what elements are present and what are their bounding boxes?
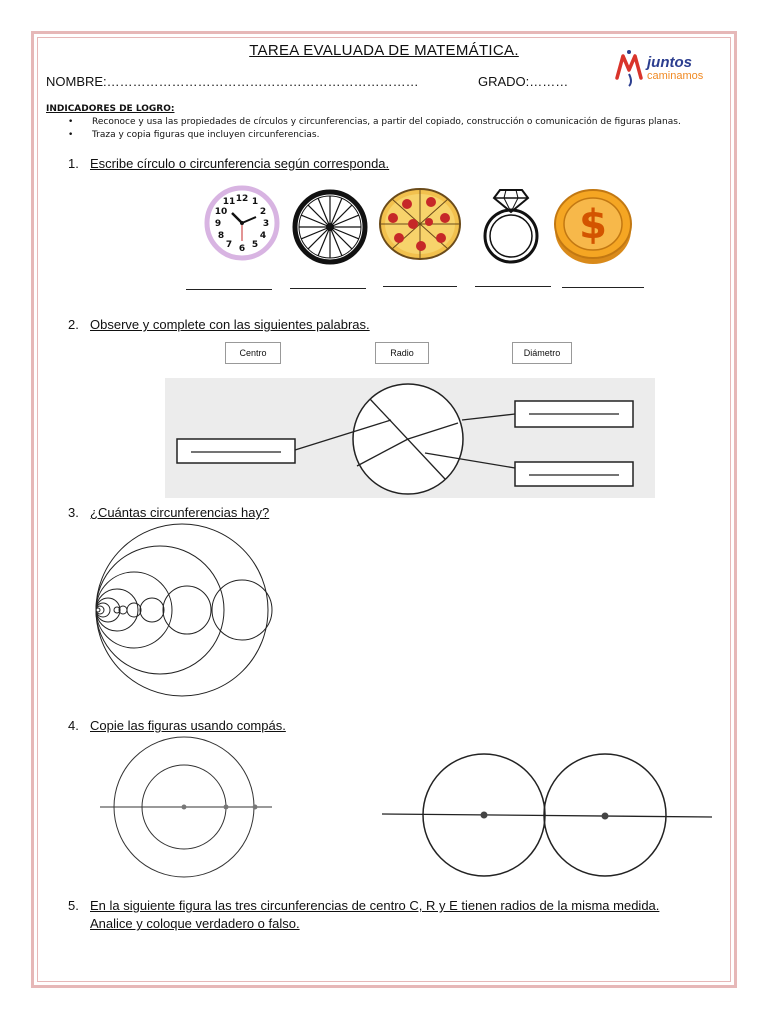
- indicator-item: • Reconoce y usa las propiedades de círculos y circunferencias, a partir del copiado, construcción o comunicación de figuras planas.: [68, 116, 681, 129]
- answer-line[interactable]: [475, 286, 551, 287]
- question-text: Escribe círculo o circunferencia según corresponda.: [90, 156, 390, 171]
- clock-number: 9: [214, 219, 222, 229]
- answer-line[interactable]: [186, 289, 272, 290]
- clock-number: 10: [214, 207, 228, 217]
- name-field: NOMBRE:………………………………………………………………: [46, 74, 419, 89]
- question-number: 4.: [68, 718, 79, 733]
- clock-number: 7: [225, 240, 233, 250]
- juntos-caminamos-logo: [615, 48, 725, 88]
- question-text: Copie las figuras usando compás.: [90, 718, 286, 733]
- clock-icon: [204, 185, 280, 261]
- grade-field: GRADO:………: [478, 74, 569, 89]
- word-box-radio: Radio: [375, 342, 429, 364]
- indicators-title: INDICADORES DE LOGRO:: [46, 104, 175, 114]
- logo-text-caminamos: caminamos: [647, 70, 704, 82]
- question-5-continuation: [90, 916, 300, 931]
- pizza-icon: [377, 186, 463, 262]
- clock-number: 6: [238, 244, 246, 254]
- answer-box-bottom-right: [515, 462, 633, 486]
- question-text: Analice y coloque verdadero o falso.: [90, 916, 300, 931]
- coin-icon: [552, 186, 634, 266]
- answer-line[interactable]: [562, 287, 644, 288]
- clock-number: 8: [217, 231, 225, 241]
- question-number: 1.: [68, 156, 79, 171]
- word-box-diametro: Diámetro: [512, 342, 572, 364]
- question-number: 5.: [68, 898, 79, 913]
- question-number: 2.: [68, 317, 79, 332]
- answer-line[interactable]: [383, 286, 457, 287]
- clock-number: 5: [251, 240, 259, 250]
- indicators-list: [68, 116, 681, 142]
- concentric-circles-figure: [100, 748, 275, 868]
- coin-symbol: $: [579, 202, 607, 248]
- wheel-icon: [291, 188, 369, 266]
- clock-number: 12: [235, 194, 249, 204]
- page-title: TAREA EVALUADA DE MATEMÁTICA.: [249, 42, 519, 59]
- word-box-centro: Centro: [225, 342, 281, 364]
- tangent-circles-figure: [380, 752, 715, 877]
- ring-icon: [478, 184, 544, 264]
- circle-parts-diagram: [165, 378, 655, 498]
- indicator-item: • Traza y copia figuras que incluyen circunferencias.: [68, 129, 681, 142]
- question-number: 3.: [68, 505, 79, 520]
- answer-line[interactable]: [290, 288, 366, 289]
- clock-number: 4: [259, 231, 267, 241]
- question-text: ¿Cuántas circunferencias hay?: [90, 505, 270, 520]
- answer-box-left: [177, 439, 295, 463]
- clock-number: 1: [251, 197, 259, 207]
- question-text: En la siguiente figura las tres circunferencias de centro C, R y E tienen radios de la misma medida.: [90, 898, 660, 913]
- clock-number: 11: [222, 197, 236, 207]
- clock-number: 2: [259, 207, 267, 217]
- question-text: Observe y complete con las siguientes palabras.: [90, 317, 370, 332]
- logo-text-juntos: juntos: [647, 54, 692, 71]
- nested-circles-figure: [90, 528, 290, 698]
- clock-number: 3: [262, 219, 270, 229]
